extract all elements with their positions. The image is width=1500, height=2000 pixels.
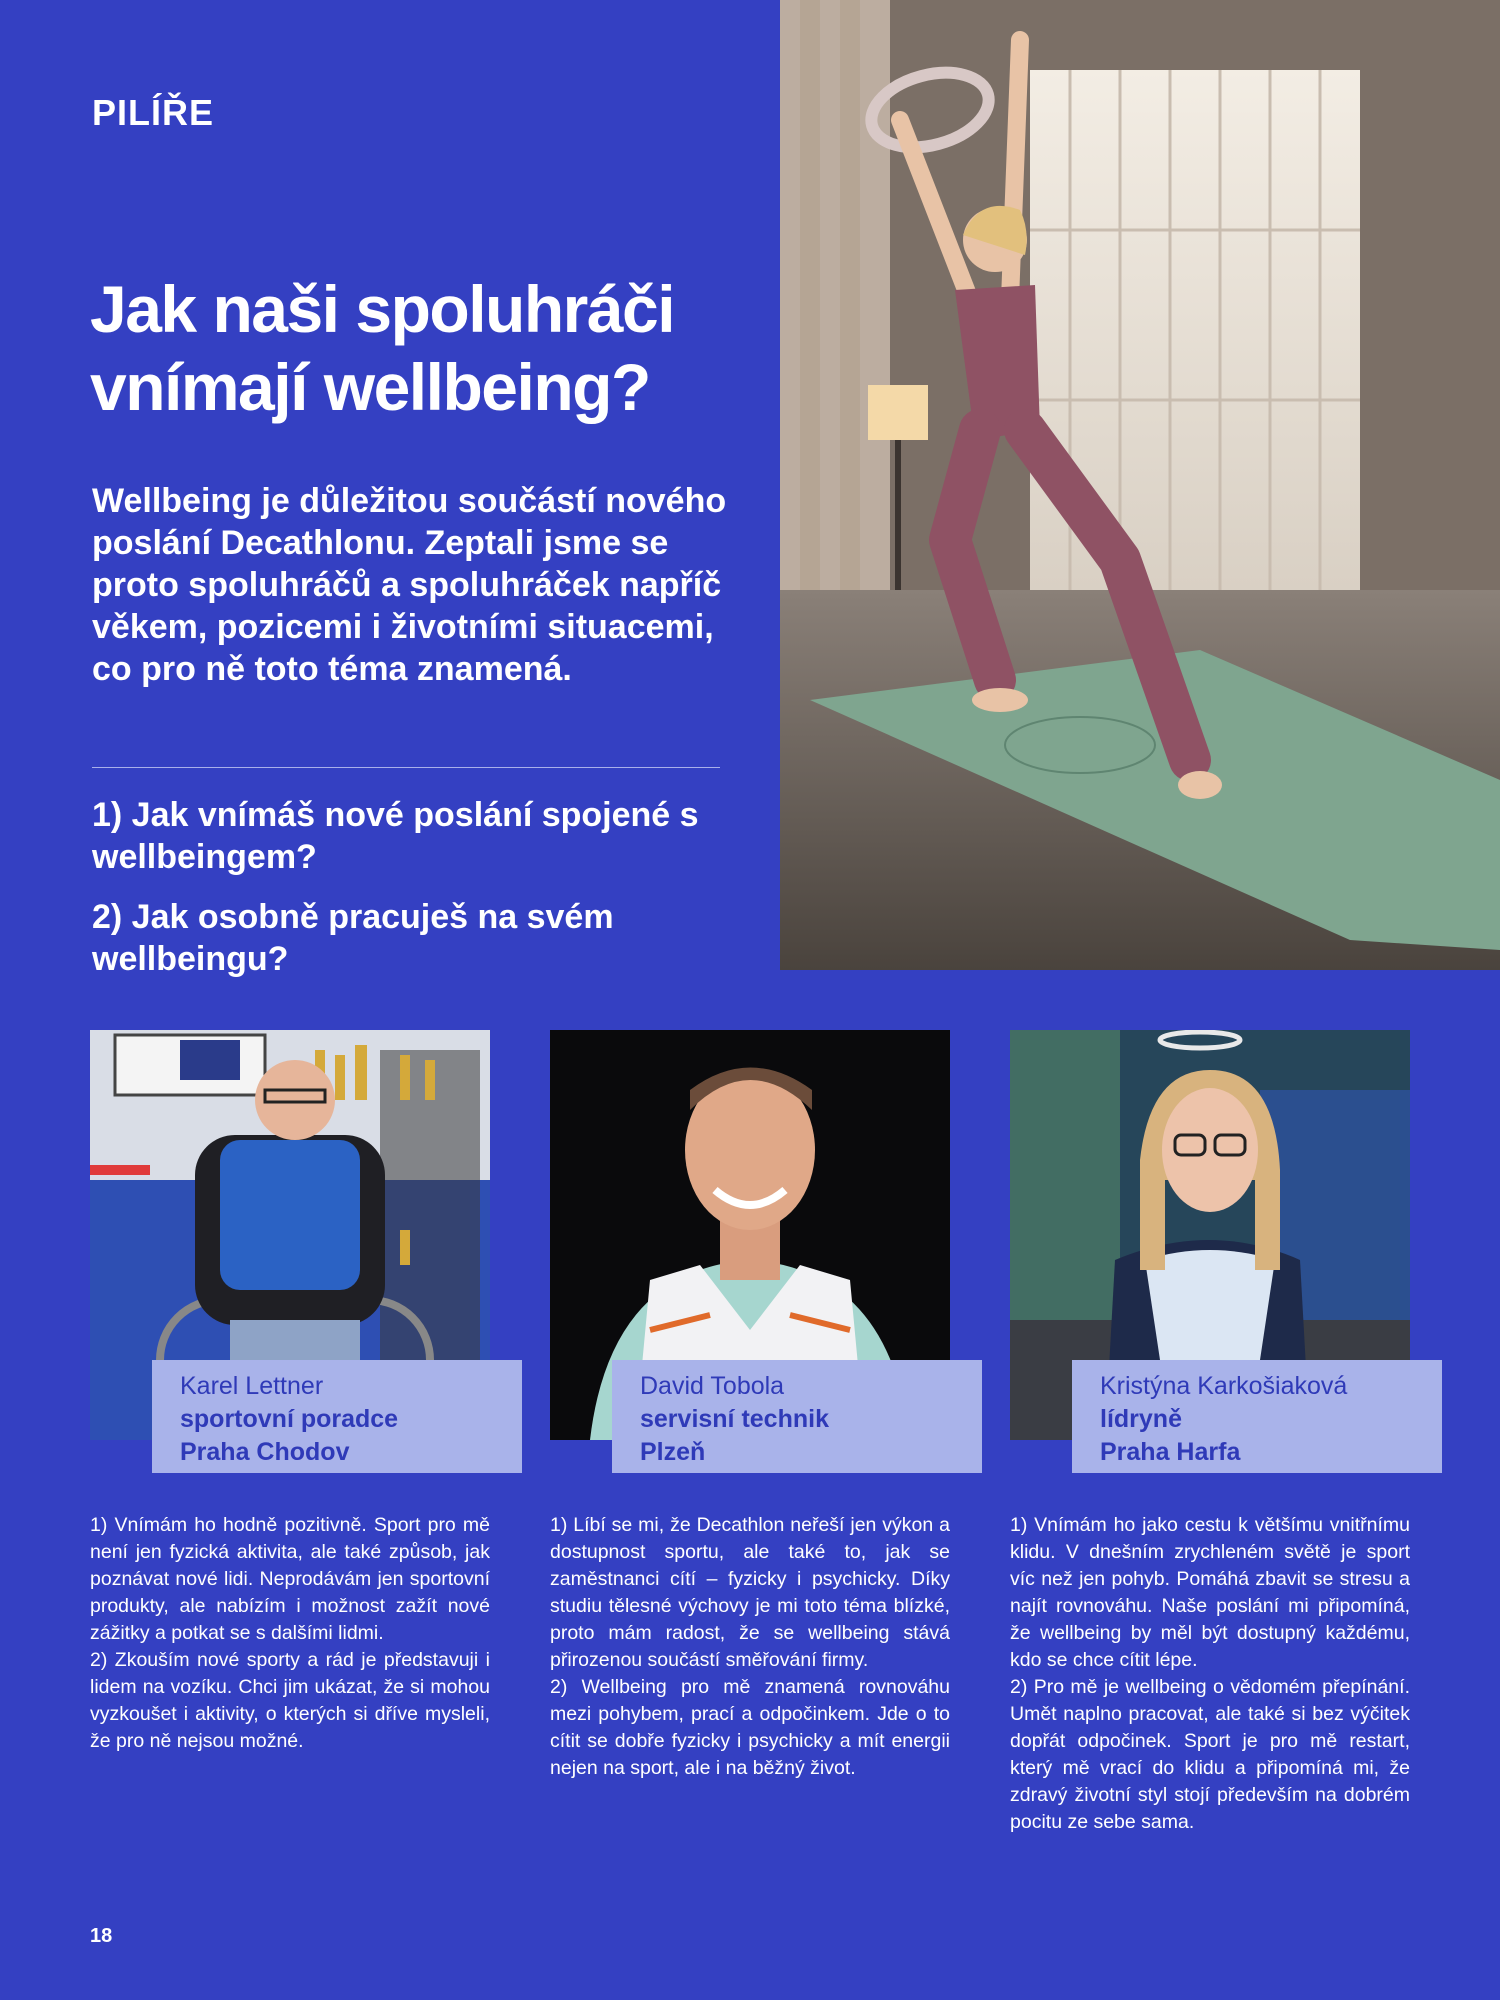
page-number: 18 <box>90 1925 113 1947</box>
hero-photo <box>780 0 1500 970</box>
david-answers <box>550 1512 950 1782</box>
person-name: David Tobola <box>640 1372 785 1400</box>
answer-2: 2) Zkouším nové sporty a rád je představuji i lidem na vozíku. Chci jim ukázat, že si mohou vyzkoušet i aktivity, o kterých si dříve mysleli, že pro ně nejsou možné. <box>90 1649 490 1752</box>
answer-2: 2) Wellbeing pro mě znamená rovnováhu mezi pohybem, prací a odpočinkem. Jde o to cítit se dobře fyzicky i psychicky a mít energii nejen na sport, ale i na běžný život. <box>550 1676 950 1779</box>
yoga-woman-illustration <box>780 0 1500 970</box>
answer-1: 1) Líbí se mi, že Decathlon neřeší jen výkon a dostupnost sportu, ale také to, jak se zaměstnanci cítí – fyzicky i psychicky. Díky studiu tělesné výchovy je mi toto téma blízké, proto mám radost, že se wellbeing stává přirozenou součástí směřování firmy. <box>550 1514 950 1671</box>
person-city: Praha Harfa <box>1100 1438 1241 1466</box>
page-title: Jak naši spoluhráči vnímají wellbeing? <box>90 272 675 424</box>
answer-2: 2) Pro mě je wellbeing o vědomém přepínání. Umět naplno pracovat, ale také si bez výčitek dopřát odpočinek. Sport je pro mě restart, který mě vrací do klidu a připomíná mi, že zdravý životní styl stojí především na dobrém pocitu ze sebe sama. <box>1010 1676 1410 1833</box>
person-role: sportovní poradce <box>180 1405 399 1433</box>
karel-name-box <box>152 1360 522 1473</box>
question-2: 2) Jak osobně pracuješ na svém wellbeingu? <box>92 898 614 978</box>
kristyna-name-box <box>1072 1360 1442 1473</box>
section-label: PILÍŘE <box>92 92 215 133</box>
answer-1: 1) Vnímám ho hodně pozitivně. Sport pro mě není jen fyzická aktivita, ale také způsob, jak poznávat nové lidi. Neprodávám jen sportovní produkty, ale nabízím i možnost zažít nové zážitky a potkat se s dalšími lidmi. <box>90 1514 490 1644</box>
kristyna-answers <box>1010 1512 1410 1836</box>
person-role: lídryně <box>1100 1405 1182 1433</box>
intro-text: Wellbeing je důležitou součástí nového poslání Decathlonu. Zeptali jsme se proto spoluhráčů a spoluhráček napříč věkem, pozicemi i životními situacemi, co pro ně toto téma znamená. <box>92 482 727 688</box>
divider <box>92 767 720 768</box>
person-name: Kristýna Karkošiaková <box>1100 1372 1348 1400</box>
person-role: servisní technik <box>640 1405 829 1433</box>
david-name-box <box>612 1360 982 1473</box>
person-city: Plzeň <box>640 1438 706 1466</box>
person-city: Praha Chodov <box>180 1438 350 1466</box>
answer-1: 1) Vnímám ho jako cestu k většímu vnitřnímu klidu. V dnešním zrychleném světě je sport víc než jen pohyb. Pomáhá zbavit se stresu a najít rovnováhu. Naše poslání mi připomíná, že wellbeing by měl být dostupný každému, kdo se chce cítit lépe. <box>1010 1514 1410 1671</box>
person-name: Karel Lettner <box>180 1372 324 1400</box>
karel-answers <box>90 1512 490 1755</box>
question-1: 1) Jak vnímáš nové poslání spojené s wellbeingem? <box>92 796 699 876</box>
